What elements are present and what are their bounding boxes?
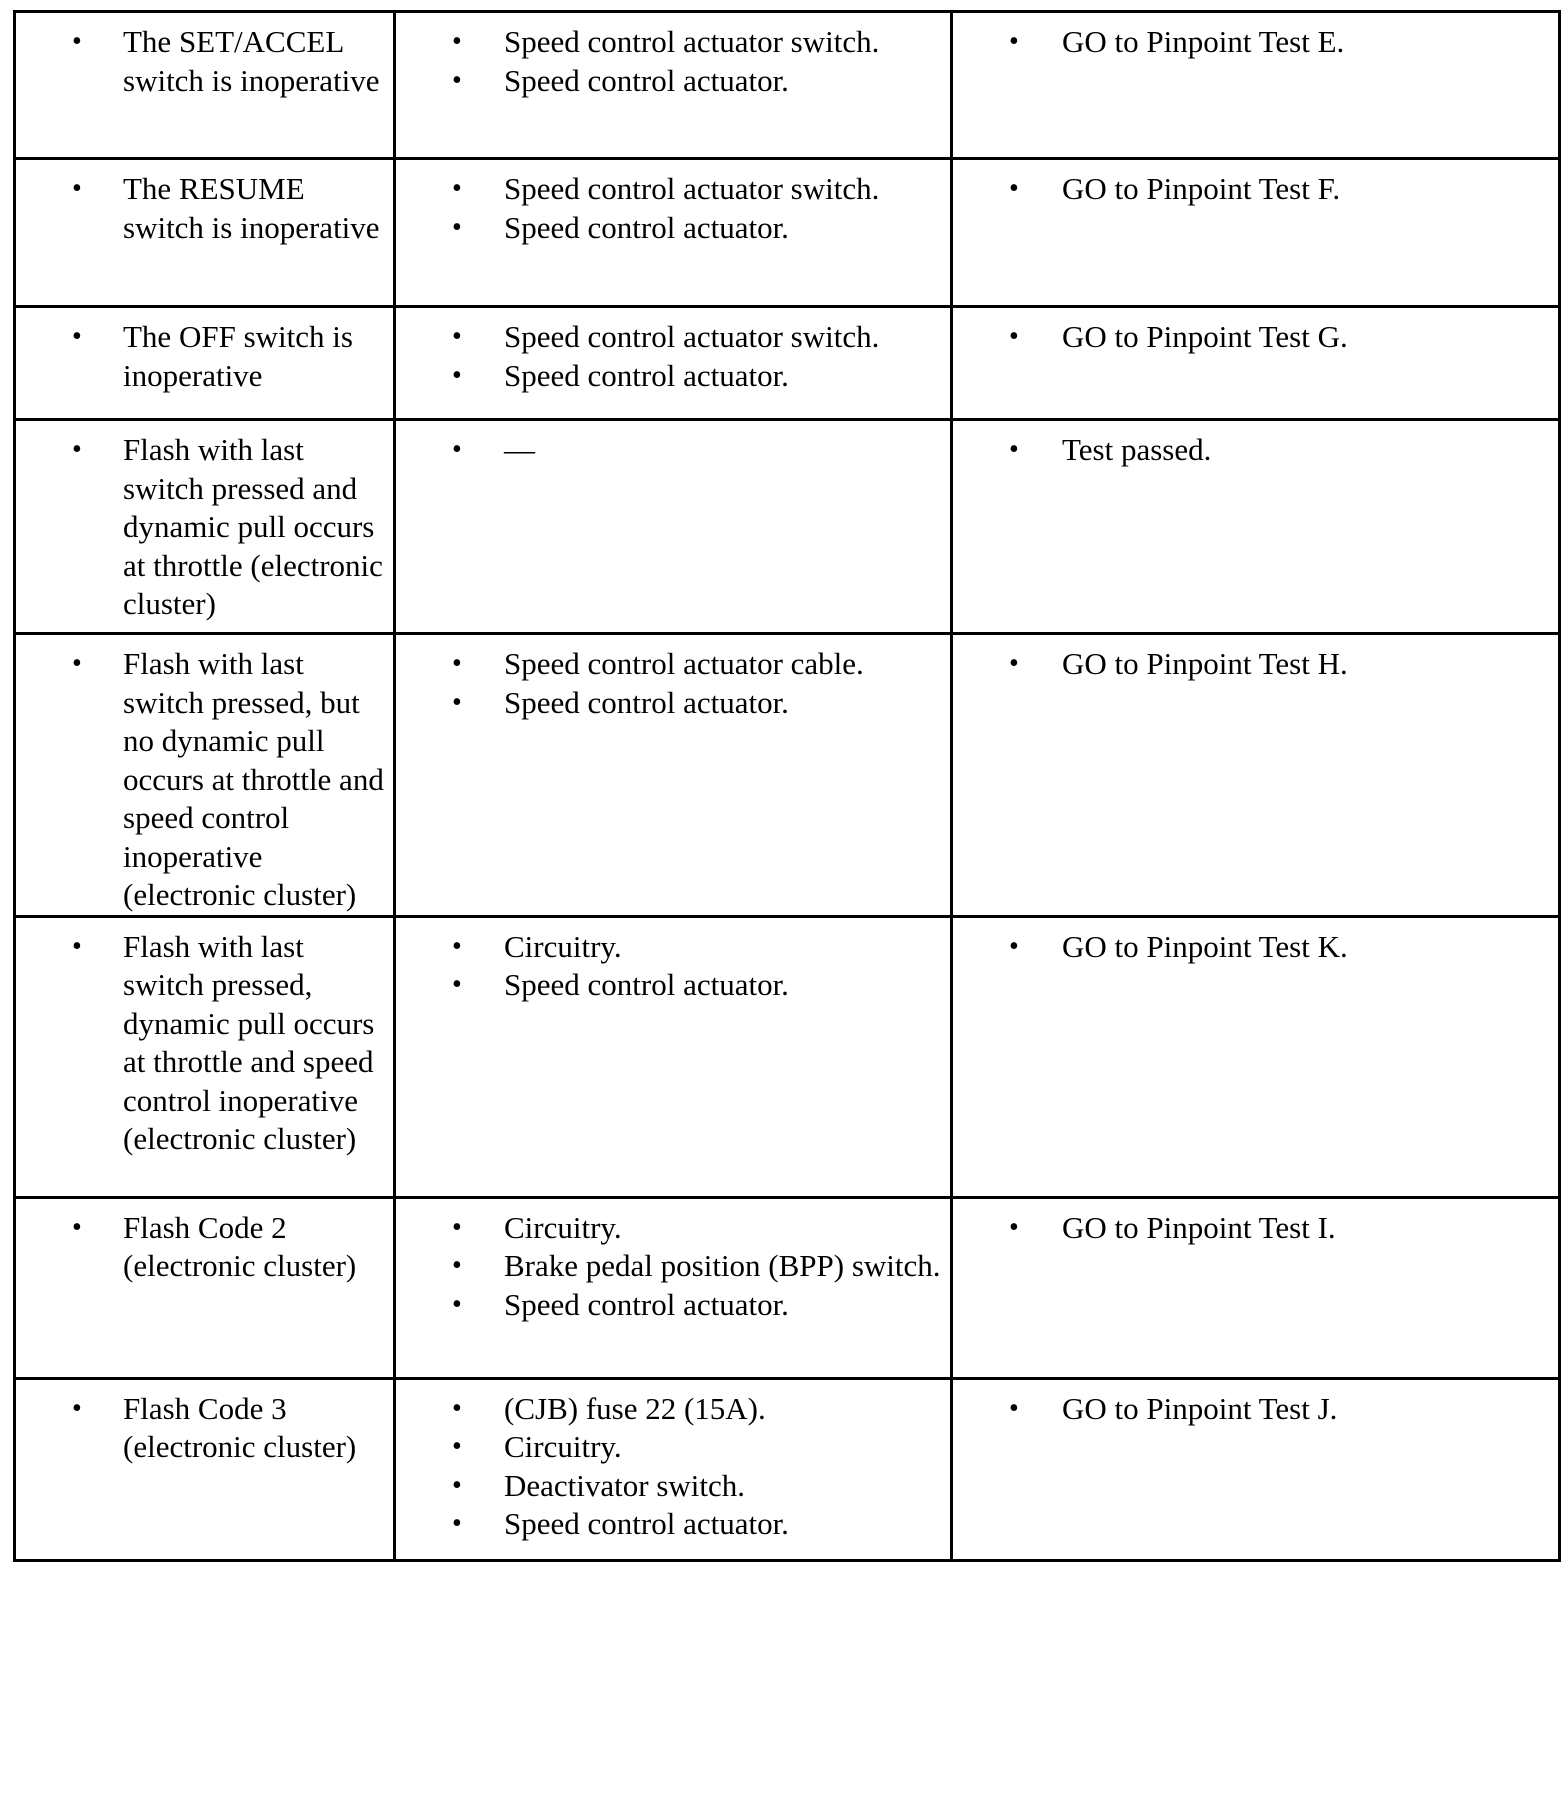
list-item-text: Speed control actuator. [504,357,789,393]
action-cell [952,420,1560,634]
list-item [396,645,942,684]
bullet-list [396,1209,942,1325]
list-item-text: Deactivator switch. [504,1467,746,1503]
bullet-icon: • [452,1211,462,1243]
list-item-text: The RESUME switch is inoperative [123,171,380,245]
bullet-list [16,318,385,395]
list-item [953,23,1550,62]
bullet-icon: • [452,1469,462,1501]
condition-cell [15,159,395,307]
list-item-text: Flash with last switch pressed and dynamic pull occurs at throttle (electronic cluster) [123,432,383,621]
list-item-text: Speed control actuator switch. [504,24,880,59]
condition-cell [15,307,395,420]
list-item-text: The OFF switch is inoperative [123,319,353,393]
bullet-list [396,645,942,722]
bullet-icon: • [1009,26,1019,57]
list-item [16,928,385,1159]
list-item [16,431,385,624]
bullet-icon: • [1009,1211,1019,1243]
bullet-icon: • [72,648,82,679]
symptom-chart-table [13,10,1561,1562]
list-item [396,1505,942,1544]
list-item-text: GO to Pinpoint Test G. [1062,319,1348,354]
bullet-icon: • [452,1288,462,1320]
possible-source-cell [395,12,952,159]
list-item-text: GO to Pinpoint Test E. [1062,24,1345,59]
list-item [396,170,942,209]
bullet-icon: • [1009,434,1019,465]
list-item-text: Speed control actuator. [504,209,789,245]
list-item [396,357,942,396]
bullet-list [953,170,1550,209]
list-item-text: GO to Pinpoint Test H. [1062,646,1348,681]
bullet-icon: • [1009,648,1019,679]
list-item [396,928,942,967]
list-item-text: GO to Pinpoint Test K. [1062,928,1348,964]
list-item [396,431,942,470]
bullet-list [953,23,1550,62]
possible-source-cell [395,420,952,634]
list-item-text: Speed control actuator. [504,1506,789,1541]
list-item [953,170,1550,209]
action-cell [952,1378,1560,1560]
action-cell [952,159,1560,307]
bullet-icon: • [72,1392,82,1424]
bullet-icon: • [452,648,462,679]
list-item-text: Flash with last switch pressed, but no dynamic pull occurs at throttle and speed control inoperative (electronic cluster) [123,646,384,912]
table-body [15,12,1560,1561]
action-cell [952,634,1560,917]
bullet-icon: • [452,686,462,718]
bullet-list [16,645,385,915]
table-row [15,12,1560,159]
bullet-icon: • [452,1392,462,1424]
bullet-icon: • [452,64,462,96]
condition-cell [15,420,395,634]
action-cell [952,307,1560,420]
bullet-list [16,170,385,247]
bullet-list [953,645,1550,684]
list-item [16,645,385,915]
list-item [396,62,942,101]
list-item [396,1467,942,1506]
list-item [396,23,942,62]
bullet-icon: • [452,26,462,57]
bullet-list [16,23,385,100]
list-item-text: Circuitry. [504,1209,622,1245]
condition-cell [15,1378,395,1560]
list-item-text: GO to Pinpoint Test I. [1062,1209,1336,1245]
list-item-text: Brake pedal position (BPP) switch. [504,1248,941,1283]
bullet-icon: • [1009,930,1019,962]
bullet-list [396,1390,942,1544]
list-item [396,1390,942,1429]
bullet-list [396,431,942,470]
bullet-list [396,23,942,100]
condition-cell [15,916,395,1197]
list-item-text: The SET/ACCEL switch is inoperative [123,24,380,98]
bullet-icon: • [452,969,462,1000]
bullet-icon: • [452,1431,462,1462]
list-item-text: Speed control actuator. [504,684,789,720]
list-item-text: (CJB) fuse 22 (15A). [504,1390,766,1426]
condition-cell [15,12,395,159]
list-item [396,684,942,723]
list-item [396,966,942,1005]
bullet-icon: • [72,26,82,57]
bullet-icon: • [452,434,462,465]
possible-source-cell [395,1197,952,1378]
bullet-list [16,431,385,624]
list-item [396,1247,942,1286]
condition-cell [15,634,395,917]
possible-source-cell [395,159,952,307]
list-item [396,1428,942,1467]
bullet-icon: • [1009,173,1019,204]
bullet-list [396,928,942,1005]
bullet-list [396,318,942,395]
bullet-list [953,1390,1550,1429]
list-item [16,1390,385,1467]
possible-source-cell [395,1378,952,1560]
list-item [396,1209,942,1248]
list-item-text: Speed control actuator. [504,1286,789,1322]
list-item [953,928,1550,967]
bullet-icon: • [72,1211,82,1243]
bullet-icon: • [72,930,82,962]
bullet-icon: • [452,1508,462,1539]
bullet-icon: • [452,359,462,391]
list-item [396,318,942,357]
bullet-list [953,1209,1550,1248]
list-item-text: Circuitry. [504,1429,622,1464]
table-row [15,634,1560,917]
bullet-icon: • [72,321,82,352]
list-item-text: — [504,432,535,467]
table-row [15,1378,1560,1560]
bullet-list [953,431,1550,470]
bullet-list [953,928,1550,967]
bullet-icon: • [452,173,462,204]
list-item-text: GO to Pinpoint Test F. [1062,171,1341,206]
bullet-icon: • [72,173,82,204]
bullet-icon: • [452,321,462,352]
action-cell [952,12,1560,159]
list-item [953,431,1550,470]
list-item [953,645,1550,684]
bullet-list [16,1209,385,1286]
list-item-text: Speed control actuator cable. [504,646,864,681]
possible-source-cell [395,634,952,917]
list-item [953,318,1550,357]
list-item [953,1209,1550,1248]
list-item [16,318,385,395]
possible-source-cell [395,916,952,1197]
table-row [15,159,1560,307]
table-row [15,420,1560,634]
bullet-icon: • [1009,321,1019,352]
list-item-text: Flash Code 2 (electronic cluster) [123,1209,357,1283]
table-row [15,1197,1560,1378]
list-item-text: Speed control actuator. [504,62,789,98]
bullet-icon: • [1009,1392,1019,1424]
bullet-icon: • [72,434,82,465]
bullet-list [16,928,385,1159]
bullet-icon: • [452,211,462,243]
table-row [15,307,1560,420]
list-item-text: Speed control actuator switch. [504,319,880,354]
list-item-text: Flash with last switch pressed, dynamic pull occurs at throttle and speed control inoperative (electronic cluster) [123,928,375,1156]
list-item-text: Flash Code 3 (electronic cluster) [123,1390,357,1464]
list-item-text: Speed control actuator switch. [504,171,880,206]
condition-cell [15,1197,395,1378]
list-item-text: Test passed. [1062,432,1212,467]
table-row [15,916,1560,1197]
bullet-list [16,1390,385,1467]
list-item-text: Speed control actuator. [504,967,789,1002]
bullet-list [953,318,1550,357]
list-item [396,1286,942,1325]
list-item [16,23,385,100]
list-item [396,209,942,248]
list-item [953,1390,1550,1429]
bullet-icon: • [452,930,462,962]
list-item [16,1209,385,1286]
list-item [16,170,385,247]
action-cell [952,916,1560,1197]
action-cell [952,1197,1560,1378]
bullet-icon: • [452,1250,462,1281]
list-item-text: GO to Pinpoint Test J. [1062,1390,1338,1426]
bullet-list [396,170,942,247]
possible-source-cell [395,307,952,420]
list-item-text: Circuitry. [504,928,622,964]
